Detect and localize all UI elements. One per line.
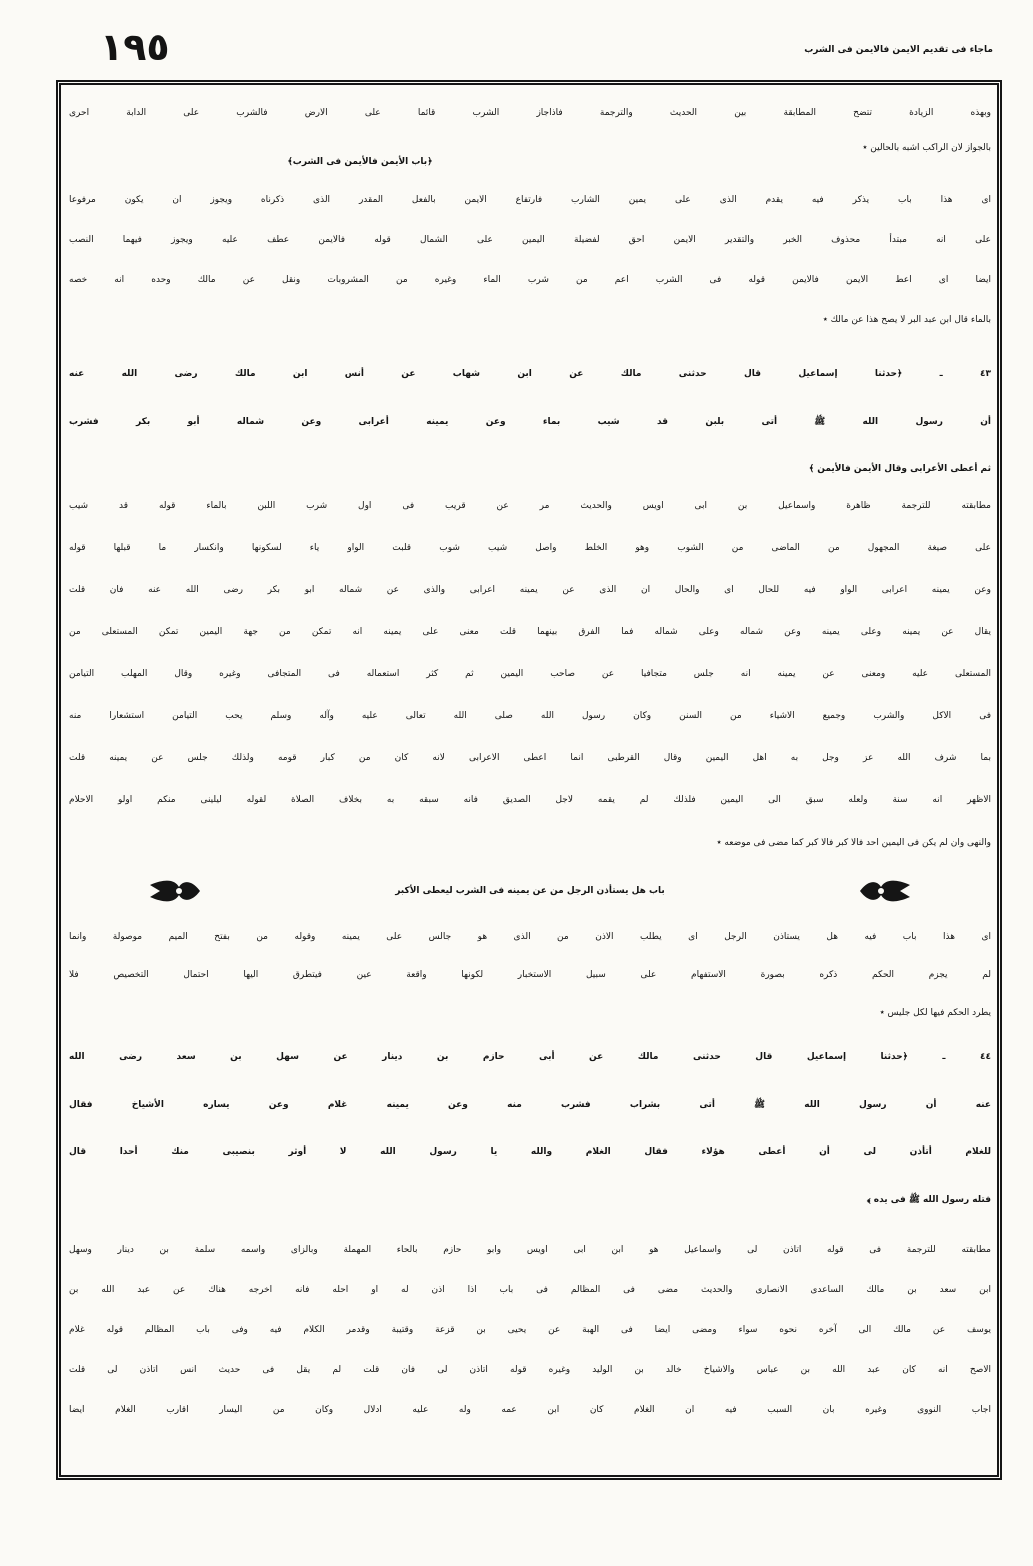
chapter-commentary-line: بالماء قال ابن عبد البر لا يصح هذا عن مالك ٭	[822, 315, 991, 325]
chapter-commentary-line: لم يجزم الحكم ذكره بصورة الاستفهام على سبيل الاستخبار لكونها واقعة عين فيتطرق اليها احتمال التخصيص فلا	[69, 970, 991, 980]
hadith-text-line: عنه أن رسول الله ﷺ أتى بشراب فشرب منه وعن يمينه غلام وعن يساره الأشياخ فقال	[69, 1100, 991, 1110]
chapter-commentary-line: اى هذا باب فيه هل يستاذن الرجل اى يطلب الاذن من الذى هو جالس على يمينه وقوله من بفتح الميم موصولة وانما	[69, 932, 991, 942]
hadith-text-line: ٤٣ ـ ﴿حدثنا إسماعيل قال حدثنى مالك عن ابن شهاب عن أنس ابن مالك رضى الله عنه	[69, 369, 991, 379]
hadith-commentary-line: الاصح انه كان عبد الله بن عباس والاشياخ خالد بن الوليد وغيره قوله اتاذن لى فان قلت لم يقل فى حديث انس اتاذن لى قلت	[69, 1365, 991, 1375]
hadith-commentary-line: ابن سعد بن مالك الساعدى الانصارى والحديث مضى فى المظالم فى باب اذا اذن له او احله فانه اخرجه هناك عن عبد الله بن	[69, 1285, 991, 1295]
page-number: ١٩٥	[100, 25, 170, 69]
hadith-commentary-line: وعن يمينه اعرابى الواو فيه للحال اى والحال ان الذى عن يمينه اعرابى والذى عن شماله ابو بكر رضى الله عنه فان قلت	[69, 585, 991, 595]
chapter-commentary-line: يطرد الحكم فيها لكل جليس ٭	[879, 1008, 991, 1018]
chapter-commentary-line: على انه مبتدأ محذوف الخبر والتقدير الايمن احق لفضيلة اليمين على الشمال قوله فالايمن عطف عليه ويجوز فيهما النصب	[69, 235, 991, 245]
hadith-text-line: ثم أعطى الأعرابى وقال الأيمن فالأيمن ﴾	[808, 464, 991, 474]
ornament-left-icon	[148, 877, 202, 905]
hadith-text-line: أن رسول الله ﷺ أتى بلبن قد شيب بماء وعن يمينه أعرابى وعن شماله أبو بكر فشرب	[69, 417, 991, 427]
hadith-commentary-line: مطابقته للترجمة ظاهرة واسماعيل بن ابى اويس والحديث مر عن قريب فى اول شرب اللبن بالماء قوله قد شيب	[69, 501, 991, 511]
hadith-text-line: ٤٤ ـ ﴿حدثنا إسماعيل قال حدثنى مالك عن أبى حازم بن دينار عن سهل بن سعد رضى الله	[69, 1052, 991, 1062]
hadith-commentary-line: المستعلى عليه ومعنى عن يمينه انه جلس متجافيا عن صاحب اليمين ثم كثر استعماله فى المتجافى وغيره وقال المهلب التيامن	[69, 669, 991, 679]
hadith-commentary-line: اجاب النووى وغيره بان السبب فيه ان الغلام كان ابن عمه وله عليه ادلال وكان من اليسار اقارب الغلام ايضا	[69, 1405, 991, 1415]
intro-line: بالجواز لان الراكب اشبه بالحالين ٭	[862, 143, 991, 153]
hadith-commentary-line: بما شرف الله عز وجل به اهل اليمين وقال القرطبى انما اعطى الاعرابى لانه كان من كبار قومه ولذلك جلس عن يمينه قلت	[69, 753, 991, 763]
hadith-text-line: فتله رسول الله ﷺ فى يده ﴾	[866, 1195, 991, 1205]
hadith-commentary-line: على صيغة المجهول من الماضى من الشوب وهو الخلط واصل شيب شوب قلبت الواو ياء لسكونها وانكسار ما قبلها قوله	[69, 543, 991, 553]
chapter-heading-row	[140, 866, 920, 916]
chapter-commentary-line: ايضا اى اعط الايمن فالايمن قوله فى الشرب اعم من شرب الماء وغيره من المشروبات ونقل عن مالك وحده انه خصه	[69, 275, 991, 285]
hadith-commentary-line: مطابقته للترجمة فى قوله اتاذن لى واسماعيل هو ابن ابى اويس وابو حازم بالحاء المهملة وبالزاى واسمه سلمة بن دينار وسهل	[69, 1245, 991, 1255]
chapter-heading: باب هل يستأذن الرجل من عن يمينه فى الشرب ليعطى الأكبر	[395, 886, 665, 896]
ornament-right-icon	[858, 877, 912, 905]
hadith-commentary-line: والنهى وان لم يكن فى اليمين احد فالا كبر فالا كبر كما مضى فى موضعه ٭	[716, 838, 991, 848]
hadith-commentary-line: الاظهر انه سنة ولعله سبق الى اليمين فلذلك لم يقمه لاجل الصديق فانه سبقه به بخلاف الصلاة لقوله ليلينى منكم اولو الاحلام	[69, 795, 991, 805]
chapter-heading: ﴿باب الأيمن فالأيمن فى الشرب﴾	[287, 157, 433, 167]
running-title: ماجاء فى تقديم الايمن فالايمن فى الشرب	[804, 45, 993, 55]
hadith-commentary-line: فى الاكل والشرب وجميع الاشياء من السنن وكان رسول الله صلى الله تعالى عليه وآله وسلم يحب التيامن استشعارا منه	[69, 711, 991, 721]
chapter-commentary-line: اى هذا باب يذكر فيه يقدم الذى على يمين الشارب فارتفاع الايمن بالفعل المقدر الذى ذكرناه ويجوز ان يكون مرفوعا	[69, 195, 991, 205]
hadith-commentary-line: يقال عن يمينه وعلى يمينه وعن شماله وعلى شماله فما الفرق بينهما قلت معنى على يمينه انه تمكن من جهة اليمين تمكن المستعلى من	[69, 627, 991, 637]
hadith-text-line: للغلام أتأذن لى أن أعطى هؤلاء فقال الغلام والله يا رسول الله لا أوثر بنصيبى منك أحدا قال	[69, 1147, 991, 1157]
hadith-commentary-line: يوسف عن مالك الى آخره نحوه سواء ومضى ايضا فى الهبة عن يحيى بن قزعة وقتيبة وقدمر الكلام فيه وفى باب المظالم قوله غلام	[69, 1325, 991, 1335]
intro-line: وبهذه الزيادة تتضح المطابقة بين الحديث والترجمة فاذاجاز الشرب قائما على الارض فالشرب على الدابة احرى	[69, 108, 991, 118]
